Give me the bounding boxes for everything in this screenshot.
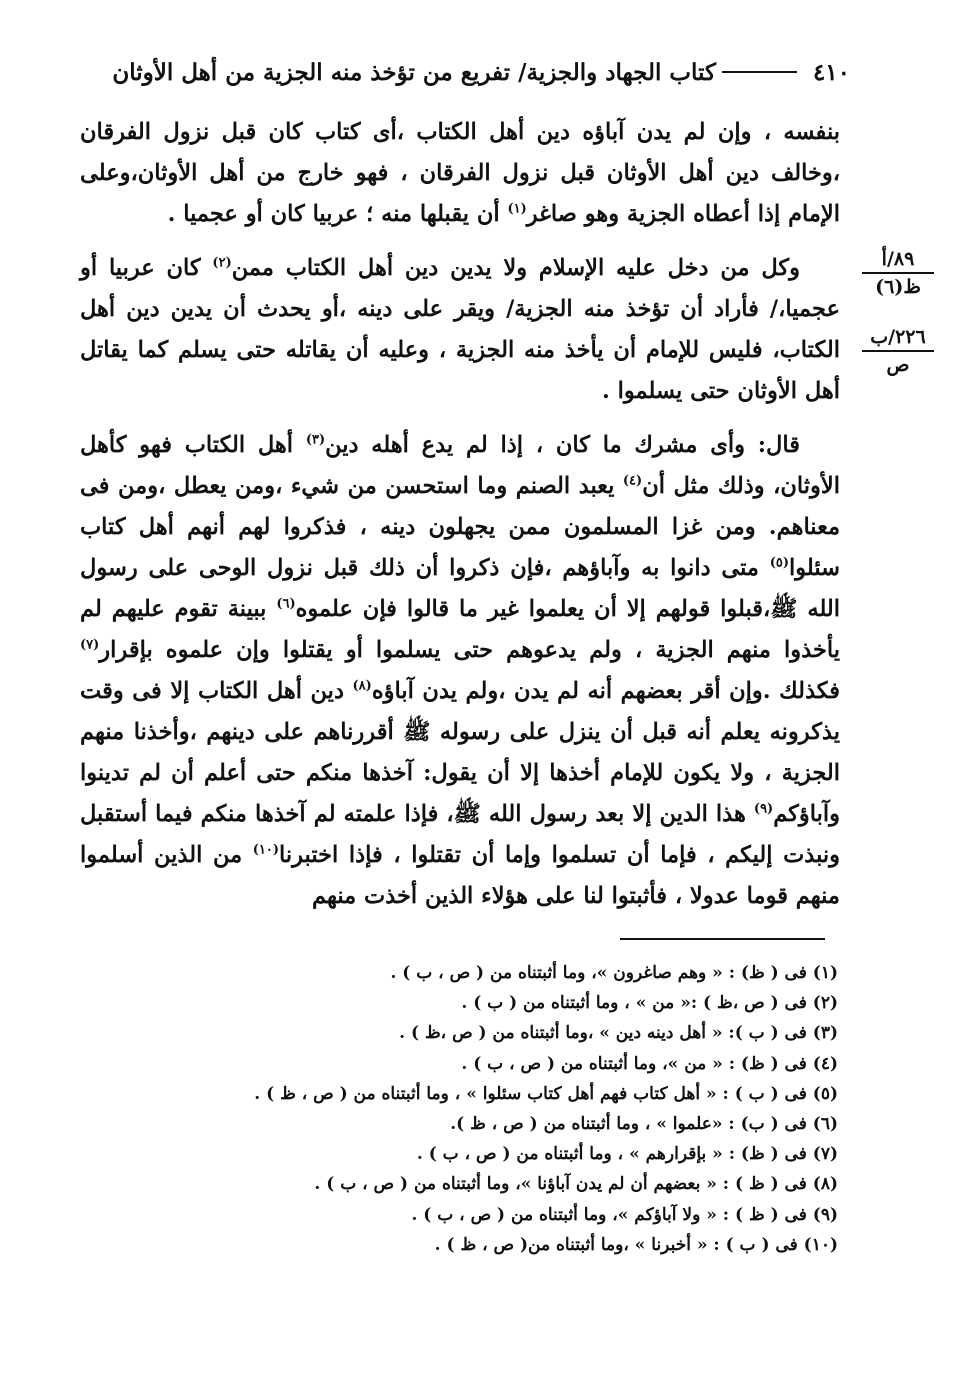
footnote: (٦) فى ( ب) : «علموا » ، وما أثبتناه من ( ص ، ظ ). (450, 1114, 838, 1135)
footnotes (240, 958, 838, 1260)
footnote: (٧) فى ( ظ) : « بإقرارهم » ، وما أثبتناه من ( ص ، ب ) . (416, 1144, 838, 1165)
footnote-ref[interactable]: (٢) (212, 255, 232, 271)
footnote: (٤) فى ( ظ) : « من »، وما أثبتناه من ( ص ، ب ) . (461, 1053, 838, 1074)
paragraph: وكل من دخل عليه الإسلام ولا يدين دين أهل الكتاب ممن$^{(٢)}$ كان عربيا أو عجميا،/ فأراد أن تؤخذ منه الجزية/ ويقر على دينه ،أو يحدث أن يدين دين أهل الكتاب، فليس للإمام أن يأخذ منه الجزية ، وعليه أن يقاتله حتى يسلم كما يقاتل أهل الأوثان حتى يسلموا . (80, 255, 840, 404)
margin-rule-2 (862, 350, 934, 352)
footnote: (٨) فى ( ظ ) : « بعضهم أن لم يدن آباؤنا »، وما أثبتناه من ( ص ، ب ) . (314, 1174, 838, 1195)
footnote: (١) فى ( ظ) : « وهم صاغرون »، وما أثبتناه من ( ص ، ب ) . (390, 963, 838, 983)
running-title: كتاب الجهاد والجزية/ تفريع من تؤخذ منه الجزية من أهل الأوثان (112, 58, 716, 86)
footnote: (١٠) فى ( ب ) : « أخبرنا » ،وما أثبتناه من( ص ، ظ ) . (434, 1234, 838, 1255)
footnote-ref[interactable]: (٥) (769, 555, 790, 571)
margin-notes (862, 248, 934, 376)
margin-folio-1: ٨٩/أ (881, 248, 915, 270)
footnote-ref[interactable]: (١٠) (252, 842, 279, 858)
footnote-ref[interactable]: (٤) (622, 473, 643, 489)
footnote: (٥) فى ( ب ) : « أهل كتاب فهم أهل كتاب سئلوا » ، وما أثبتناه من ( ص ، ظ ) . (254, 1083, 838, 1104)
margin-rule-1 (862, 272, 934, 274)
footnote-ref[interactable]: (٦) (276, 596, 296, 612)
paragraph: قال: وأى مشرك ما كان ، إذا لم يدع أهله دين$^{(٣)}$ أهل الكتاب فهو كأهل الأوثان، وذلك مثل أن$^{(٤)}$ يعبد الصنم وما استحسن من شيء ،ومن يعطل ،ومن فى معناهم. ومن غزا المسلمون ممن يجهلون دينه ، فذكروا لهم أنهم أهل كتاب سئلوا$^{(٥)}$ متى دانوا به وآباؤهم ،فإن ذكروا أن ذلك قبل نزول الوحى على رسول الله ﷺ،قبلوا قولهم إلا أن يعلموا غير ما قالوا فإن علموه$^{(٦)}$ ببينة تقوم عليهم لم يأخذوا منهم الجزية ، ولم يدعوهم حتى يسلموا أو يقتلوا وإن علموه بإقرار$^{(٧)}$ فكذلك .وإن أقر بعضهم أنه لم يدن ،ولم يدن آباؤه$^{(٨)}$ دين أهل الكتاب إلا فى وقت يذكرونه يعلم أنه قبل أن ينزل على رسوله ﷺ أقررناهم على دينهم ،وأخذنا منهم الجزية ، ولا يكون للإمام أخذها إلا أن يقول: آخذها منكم حتى أعلم أن لم تدينوا وآباؤكم$^{(٩)}$ هذا الدين إلا بعد رسول الله ﷺ، فإذا علمته لم آخذها منكم فيما أستقبل ونبذت إليكم ، فإما أن تسلموا وإما أن تقتلوا ، فإذا اختبرنا$^{(١٠)}$ من الذين أسلموا منهم قوما عدولا ، فأثبتوا لنا على هؤلاء الذين أخذت منهم (80, 432, 840, 909)
footnote-ref[interactable]: (١) (507, 201, 527, 217)
header-rule (722, 71, 797, 73)
margin-folio-2: ٢٢٦/ب (870, 326, 926, 348)
footnote: (٢) فى ( ص ،ظ ) :« من » ، وما أثبتناه من ( ب ) . (461, 993, 838, 1014)
main-text (80, 112, 840, 930)
paragraph-lead: قال: (757, 432, 800, 458)
page-header (80, 52, 850, 92)
footnote-ref[interactable]: (٨) (352, 678, 372, 694)
footnote: (٣) فى ( ب ): « أهل دينه دين » ،وما أثبتناه من ( ص ،ظ ) . (399, 1023, 838, 1044)
footnote-ref[interactable]: (٧) (80, 637, 100, 653)
footnote-ref[interactable]: (٩) (753, 801, 774, 817)
margin-source-2: ص (886, 354, 910, 376)
page-number: ٤١٠ (812, 58, 850, 86)
paragraph: بنفسه ، وإن لم يدن آباؤه دين أهل الكتاب ،أى كتاب كان قبل نزول الفرقان ،وخالف دين أهل الأوثان قبل نزول الفرقان ، فهو خارج من أهل الأوثان،وعلى الإمام إذا أعطاه الجزية وهو صاغر$^{(١)}$ أن يقبلها منه ؛ عربيا كان أو عجميا . (80, 119, 840, 227)
footnote: (٩) فى ( ظ ) : « ولا آباؤكم »، وما أثبتناه من ( ص ، ب ) . (411, 1204, 838, 1225)
margin-source-1: ظ(٦) (875, 276, 921, 298)
footnote-ref[interactable]: (٣) (305, 432, 326, 448)
footnote-separator (620, 938, 825, 940)
